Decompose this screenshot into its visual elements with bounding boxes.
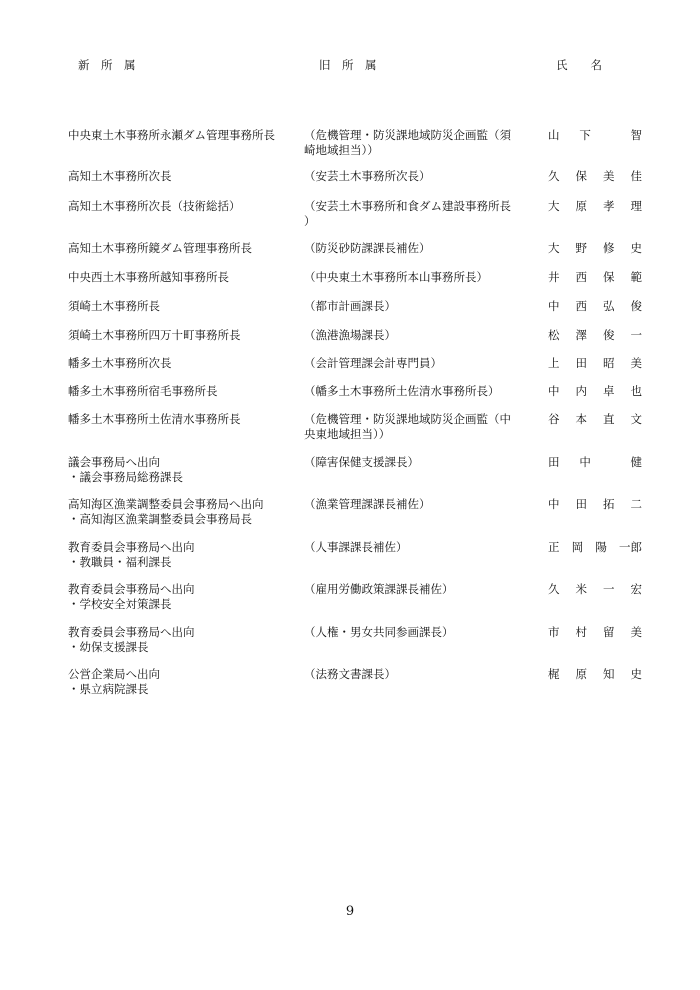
old-affiliation [304,128,529,158]
name-character: 一 [630,328,642,342]
name-character: 久 [548,582,560,596]
person-name [548,199,642,214]
new-affiliation-subtext: ・高知海区漁業調整委員会事務局長 [68,512,252,526]
name-character: 田 [575,356,587,370]
old-affiliation-line: （漁業管理課課長補佐） [304,497,431,511]
name-character: 史 [630,241,642,255]
name-character: 美 [603,169,615,183]
person-name [548,169,642,184]
old-affiliation-line: ） [304,214,316,228]
name-character: 孝 [603,199,615,213]
old-affiliation [304,625,529,640]
old-affiliation [304,582,529,597]
name-character: 原 [575,199,587,213]
new-affiliation [68,412,298,427]
name-character: 理 [630,199,642,213]
new-affiliation [68,128,298,143]
new-affiliation-text: 幡多土木事務所宿毛事務所長 [68,384,218,398]
name-character: 卓 [603,384,615,398]
header-new-affiliation: 新 所 属 [78,58,136,72]
name-character: 陽 [595,540,607,554]
old-affiliation [304,356,529,371]
name-character: 直 [603,412,615,426]
old-affiliation [304,667,529,682]
new-affiliation [68,667,298,697]
name-character: 昭 [603,356,615,370]
person-name [548,582,642,597]
old-affiliation-line: （防災砂防課課長補佐） [304,241,431,255]
person-name [548,356,642,371]
old-affiliation [304,497,529,512]
new-affiliation-text: 教育委員会事務局へ出向 [68,540,195,554]
old-affiliation-line: （危機管理・防災課地域防災企画監（須 [304,128,511,142]
name-character: 也 [630,384,642,398]
name-character: 久 [548,169,560,183]
name-character: 文 [630,412,642,426]
new-affiliation [68,299,298,314]
name-character: 米 [575,582,587,596]
name-character: 俊 [603,328,615,342]
name-character: 保 [575,169,587,183]
name-character: 史 [630,667,642,681]
old-affiliation [304,270,529,285]
new-affiliation-text: 教育委員会事務局へ出向 [68,625,195,639]
old-affiliation [304,384,529,399]
new-affiliation-text: 中央西土木事務所越知事務所長 [68,270,229,284]
new-affiliation-subtext: ・議会事務局総務課長 [68,470,183,484]
person-name [548,412,642,427]
person-name [548,384,642,399]
old-affiliation-line: （安芸土木事務所次長） [304,169,431,183]
name-character: 田 [575,497,587,511]
name-character: 下 [579,128,591,142]
new-affiliation-text: 須崎土木事務所四万十町事務所長 [68,328,241,342]
name-character: 知 [603,667,615,681]
new-affiliation-subtext: ・学校安全対策課長 [68,597,172,611]
name-character: 健 [630,455,642,469]
new-affiliation-text: 中央東土木事務所永瀬ダム管理事務所長 [68,128,275,142]
name-character: 村 [575,625,587,639]
old-affiliation [304,241,529,256]
name-character: 一郎 [618,540,642,554]
name-character: 弘 [603,299,615,313]
new-affiliation [68,384,298,399]
person-name [548,270,642,285]
new-affiliation-text: 高知土木事務所次長（技術総括） [68,199,241,213]
name-character: 保 [603,270,615,284]
old-affiliation [304,299,529,314]
old-affiliation-line: （雇用労働政策課課長補佐） [304,582,454,596]
new-affiliation-text: 高知海区漁業調整委員会事務局へ出向 [68,497,264,511]
new-affiliation [68,455,298,485]
name-character: 一 [603,582,615,596]
name-character: 智 [630,128,642,142]
new-affiliation-text: 幡多土木事務所次長 [68,356,172,370]
new-affiliation-text: 議会事務局へ出向 [68,455,160,469]
name-character: 市 [548,625,560,639]
name-character: 大 [548,199,560,213]
new-affiliation-subtext: ・幼保支援課長 [68,640,149,654]
name-character: 範 [630,270,642,284]
old-affiliation-line: （漁港漁場課長） [304,328,396,342]
new-affiliation [68,241,298,256]
old-affiliation [304,455,529,470]
name-character: 中 [548,497,560,511]
old-affiliation-line: （幡多土木事務所土佐清水事務所長） [304,384,500,398]
name-character: 拓 [603,497,615,511]
header-old-affiliation: 旧 所 属 [319,58,377,72]
name-character: 野 [575,241,587,255]
new-affiliation-text: 教育委員会事務局へ出向 [68,582,195,596]
old-affiliation [304,412,529,442]
header-name: 氏 名 [556,58,602,72]
person-name [548,540,642,555]
name-character: 西 [575,299,587,313]
person-name [548,299,642,314]
new-affiliation [68,270,298,285]
old-affiliation [304,169,529,184]
person-name [548,625,642,640]
name-character: 美 [630,356,642,370]
new-affiliation-text: 高知土木事務所次長 [68,169,172,183]
person-name [548,128,642,143]
name-character: 本 [575,412,587,426]
name-character: 中 [548,299,560,313]
name-character: 中 [548,384,560,398]
new-affiliation [68,497,298,527]
name-character: 田 [548,455,560,469]
new-affiliation [68,582,298,612]
old-affiliation-line: （障害保健支援課長） [304,455,419,469]
old-affiliation-line: 央東地域担当）） [304,427,391,441]
name-character: 留 [603,625,615,639]
new-affiliation-text: 公営企業局へ出向 [68,667,160,681]
new-affiliation [68,199,298,214]
old-affiliation-line: （危機管理・防災課地域防災企画監（中 [304,412,511,426]
new-affiliation [68,540,298,570]
new-affiliation-text: 幡多土木事務所土佐清水事務所長 [68,412,241,426]
person-name [548,667,642,682]
old-affiliation-line: （法務文書課長） [304,667,396,681]
old-affiliation [304,199,529,229]
old-affiliation-line: （都市計画課長） [304,299,396,313]
old-affiliation-line: （中央東土木事務所本山事務所長） [304,270,488,284]
person-name [548,497,642,512]
name-character: 宏 [630,582,642,596]
new-affiliation [68,625,298,655]
name-character: 佳 [630,169,642,183]
name-character: 修 [603,241,615,255]
new-affiliation [68,356,298,371]
old-affiliation-line: （会計管理課会計専門員） [304,356,442,370]
page-number: 9 [345,904,355,919]
new-affiliation-subtext: ・県立病院課長 [68,682,149,696]
name-character: 美 [630,625,642,639]
new-affiliation-subtext: ・教職員・福利課長 [68,555,172,569]
new-affiliation-text: 須崎土木事務所長 [68,299,160,313]
name-character: 岡 [571,540,584,554]
old-affiliation-line: （人権・男女共同参画課長） [304,625,454,639]
old-affiliation-line: （安芸土木事務所和食ダム建設事務所長 [304,199,511,213]
person-name [548,328,642,343]
name-character: 二 [630,497,642,511]
name-character: 大 [548,241,560,255]
person-name [548,241,642,256]
name-character: 正 [548,540,560,554]
new-affiliation [68,169,298,184]
old-affiliation-line: （人事課課長補佐） [304,540,408,554]
name-character: 中 [579,455,591,469]
name-character: 俊 [630,299,642,313]
name-character: 井 [548,270,560,284]
person-name [548,455,642,470]
name-character: 梶 [548,667,560,681]
name-character: 上 [548,356,560,370]
old-affiliation-line: 崎地域担当）） [304,143,379,157]
new-affiliation [68,328,298,343]
old-affiliation [304,328,529,343]
new-affiliation-text: 高知土木事務所鏡ダム管理事務所長 [68,241,252,255]
name-character: 谷 [548,412,560,426]
name-character: 山 [548,128,560,142]
name-character: 内 [575,384,587,398]
old-affiliation [304,540,529,555]
name-character: 西 [575,270,587,284]
name-character: 澤 [575,328,587,342]
name-character: 原 [575,667,587,681]
name-character: 松 [548,328,560,342]
